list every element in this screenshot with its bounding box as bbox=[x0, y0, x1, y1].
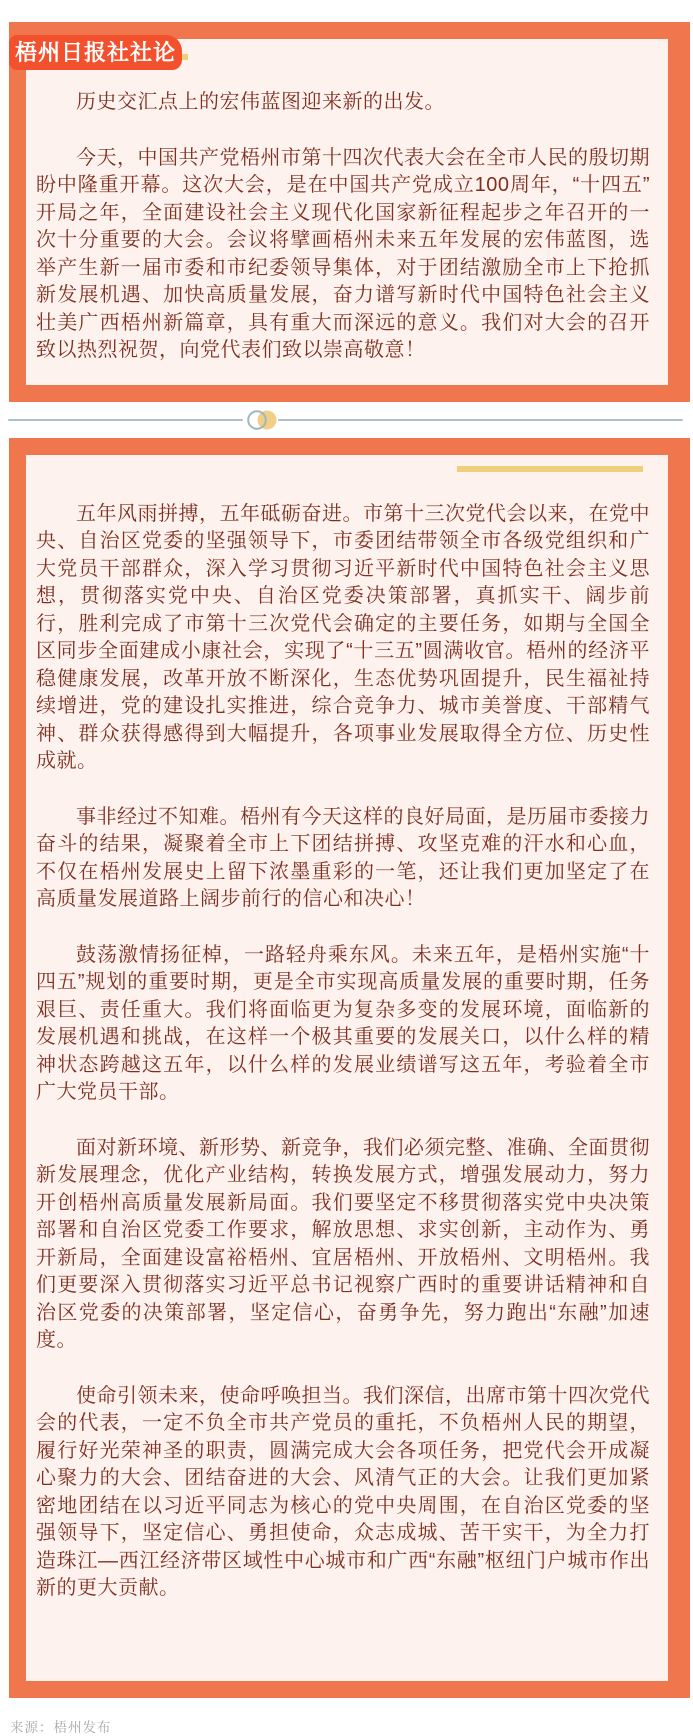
editorial-panel-top bbox=[9, 22, 690, 402]
editorial-paragraph: 事非经过不知难。梧州有今天这样的良好局面，是历届市委接力奋斗的结果，凝聚着全市上下团结拼搏、攻坚克难的汗水和心血，不仅在梧州发展史上留下浓墨重彩的一笔，还让我们更加坚定了在高质量发展道路上阔步前行的信心和决心！ bbox=[36, 805, 650, 910]
divider-circles-icon bbox=[244, 408, 280, 432]
divider-dot-icon bbox=[258, 410, 277, 429]
editorial-panel-bottom bbox=[9, 438, 690, 1698]
editorial-paragraph: 使命引领未来，使命呼唤担当。我们深信，出席市第十四次党代会的代表，一定不负全市共产党员的重托，不负梧州人民的期望，履行好光荣神圣的职责，圆满完成大会各项任务，把党代会开成凝心聚力的大会、团结奋进的大会、风清气正的大会。让我们更加紧密地团结在以习近平同志为核心的党中央周围，在自治区党委的坚强领导下，坚定信心、勇担使命，众志成城、苦干实干，为全力打造珠江—西江经济带区域性中心城市和广西“东融”枢纽门户城市作出新的更大贡献。 bbox=[36, 1384, 650, 1599]
section-divider bbox=[0, 402, 693, 438]
editorial-paragraph: 历史交汇点上的宏伟蓝图迎来新的出发。 bbox=[76, 91, 445, 113]
editorial-paragraph: 今天，中国共产党梧州市第十四次代表大会在全市人民的殷切期盼中隆重开幕。这次大会，是在中国共产党成立100周年，“十四五”开局之年，全面建设社会主义现代化国家新征程起步之年召开的一次十分重要的大会。会议将擘画梧州未来五年发展的宏伟蓝图，选举产生新一届市委和市纪委领导集体，对于团结激励全市上下抢抓新发展机遇、加快高质量发展，奋力谱写新时代中国特色社会主义壮美广西梧州新篇章，具有重大而深远的意义。我们对大会的召开致以热烈祝贺，向党代表们致以崇高敬意！ bbox=[36, 146, 650, 361]
divider-line-left bbox=[8, 419, 243, 421]
divider-line-right bbox=[278, 419, 683, 421]
editorial-paragraph: 面对新环境、新形势、新竞争，我们必须完整、准确、全面贯彻新发展理念，优化产业结构，转换发展方式，增强发展动力，努力开创梧州高质量发展新局面。我们要坚定不移贯彻落实党中央决策部署和自治区党委工作要求，解放思想、求实创新，主动作为、勇开新局，全面建设富裕梧州、宜居梧州、开放梧州、文明梧州。我们更要深入贯彻落实习近平总书记视察广西时的重要讲话精神和自治区党委的决策部署，坚定信心，奋勇争先，努力跑出“东融”加速度。 bbox=[36, 1136, 650, 1351]
accent-bar bbox=[457, 466, 643, 472]
panel-top-content bbox=[26, 54, 668, 385]
panel-bottom-content bbox=[26, 466, 668, 1681]
editorial-paragraph: 五年风雨拼搏，五年砥砺奋进。市第十三次党代会以来，在党中央、自治区党委的坚强领导下，市委团结带领全市各级党组织和广大党员干部群众，深入学习贯彻习近平新时代中国特色社会主义思想，贯彻落实党中央、自治区党委决策部署，真抓实干、阔步前行，胜利完成了市第十三次党代会确定的主要任务，如期与全国全区同步全面建成小康社会，实现了“十三五”圆满收官。梧州的经济平稳健康发展，改革开放不断深化，生态优势巩固提升，民生福祉持续增进，党的建设扎实推进，综合竞争力、城市美誉度、干部精气神、群众获得感得到大幅提升，各项事业发展取得全方位、历史性成就。 bbox=[36, 502, 650, 772]
editorial-badge: 梧州日报社社论 bbox=[9, 35, 182, 70]
source-credit: 来源：梧州发布 bbox=[10, 1719, 112, 1735]
editorial-paragraph: 鼓荡激情扬征棹，一路轻舟乘东风。未来五年，是梧州实施“十四五”规划的重要时期，更是全市实现高质量发展的重要时期，任务艰巨、责任重大。我们将面临更为复杂多变的发展环境，面临新的发展机遇和挑战，在这样一个极其重要的发展关口，以什么样的精神状态跨越这五年，以什么样的发展业绩谱写这五年，考验着全市广大党员干部。 bbox=[36, 943, 650, 1103]
